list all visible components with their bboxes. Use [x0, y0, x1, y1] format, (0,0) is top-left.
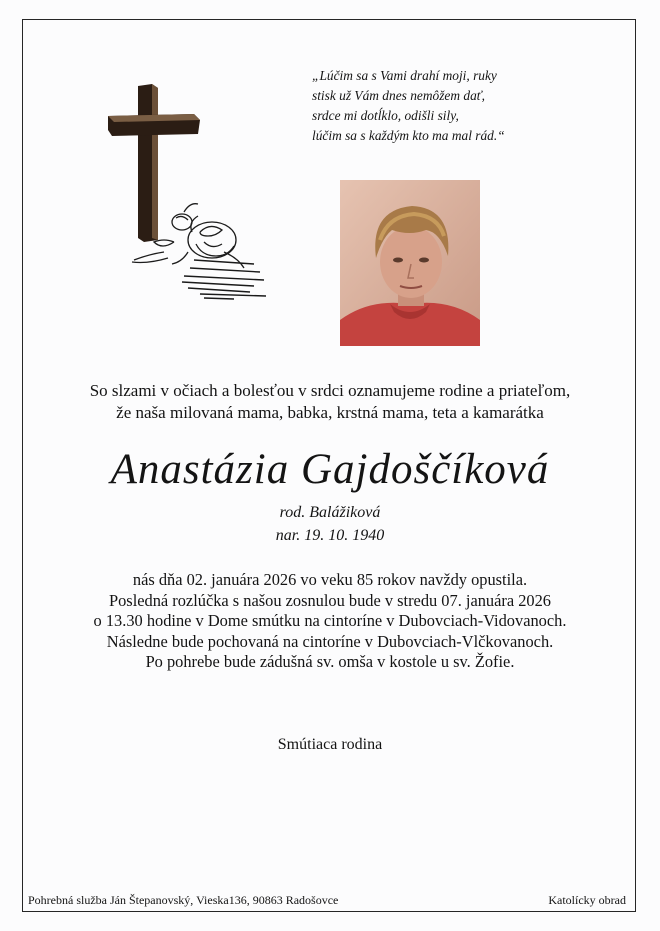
deceased-name: Anastázia Gajdoščíková — [110, 446, 550, 493]
poem-line: stisk už Vám dnes nemôžem dať, — [312, 88, 485, 103]
birth-date: nar. 19. 10. 1940 — [275, 527, 385, 544]
intro-line-1: So slzami v očiach a bolesťou v srdci oznamujeme rodine a priateľom, — [89, 381, 571, 400]
announcement-line: nás dňa 02. januára 2026 vo veku 85 rokov navždy opustila. — [132, 570, 528, 589]
farewell-poem — [312, 66, 552, 146]
intro-line-2: že naša milovaná mama, babka, krstná mama, teta a kamarátka — [116, 403, 544, 422]
poem-line: „Lúčim sa s Vami drahí moji, ruky — [312, 68, 497, 83]
announcement-line: Následne bude pochovaná na cintoríne v Dubovciach-Vlčkovanoch. — [106, 631, 554, 651]
maiden-name: rod. Balážiková — [279, 504, 381, 521]
mourning-family: Smútiaca rodina — [277, 736, 383, 753]
announcement-line: o 13.30 hodine v Dome smútku na cintoríne v Dubovciach-Vidovanoch. — [93, 611, 567, 630]
rite-type: Katolícky obrad — [548, 893, 626, 907]
poem-line: lúčim sa s každým kto ma mal rád.“ — [312, 128, 505, 143]
funeral-service-info: Pohrebná služba Ján Štepanovský, Vieska136, 90863 Radošovce — [28, 893, 339, 907]
portrait-photo — [340, 180, 480, 346]
announcement-text — [24, 570, 636, 673]
announcement-line: Po pohrebe bude zádušná sv. omša v kostole u sv. Žofie. — [145, 652, 515, 671]
announcement-line: Posledná rozlúčka s našou zosnulou bude v stredu 07. januára 2026 — [109, 590, 551, 610]
poem-line: srdce mi dotĺklo, odišli sily, — [312, 108, 459, 123]
cross-with-roses-icon — [104, 82, 266, 300]
